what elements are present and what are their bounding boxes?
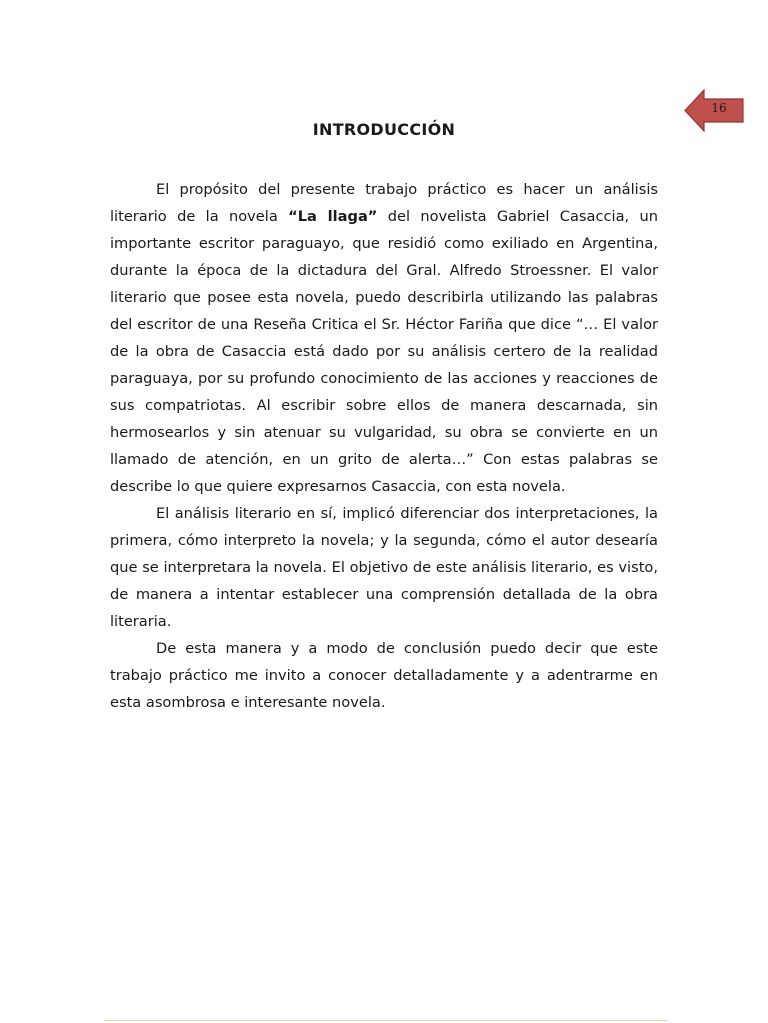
- novel-title-emphasis: “La llaga”: [288, 208, 378, 225]
- paragraph-1: [110, 176, 658, 500]
- page-number: 16: [711, 101, 727, 115]
- paragraph-3: De esta manera y a modo de conclusión puedo decir que este trabajo práctico me invito a conocer detalladamente y a adentrarme en esta asombrosa e interesante novela.: [110, 640, 658, 711]
- paragraph-1-text-after: del novelista Gabriel Casaccia, un importante escritor paraguayo, que residió como exiliado en Argentina, durante la época de la dictadura del Gral. Alfredo Stroessner. El valor literario que posee esta novela, puedo describirla utilizando las palabras del escritor de una Reseña Critica el Sr. Héctor Fariña que dice “… El valor de la obra de Casaccia está dado por su análisis certero de la realidad paraguaya, por su profundo conocimiento de las acciones y reacciones de sus compatriotas. Al escribir sobre ellos de manera descarnada, sin hermosearlos y sin atenuar su vulgaridad, su obra se convierte en un llamado de atención, en un grito de alerta…” Con estas palabras se describe lo que quiere expresarnos Casaccia, con esta novela.: [110, 208, 659, 495]
- footer-divider: [104, 1020, 668, 1021]
- body-text: [110, 176, 658, 716]
- page-number-tab: [684, 89, 744, 132]
- paragraph-2: El análisis literario en sí, implicó diferenciar dos interpretaciones, la primera, cómo interpreto la novela; y la segunda, cómo el autor desearía que se interpretara la novela. El objetivo de este análisis literario, es visto, de manera a intentar establecer una comprensión detallada de la obra literaria.: [110, 505, 658, 630]
- page-title: INTRODUCCIÓN: [312, 120, 456, 139]
- paragraph-1-text-before: El propósito del presente trabajo práctico es hacer un análisis literario de la novela: [110, 181, 658, 225]
